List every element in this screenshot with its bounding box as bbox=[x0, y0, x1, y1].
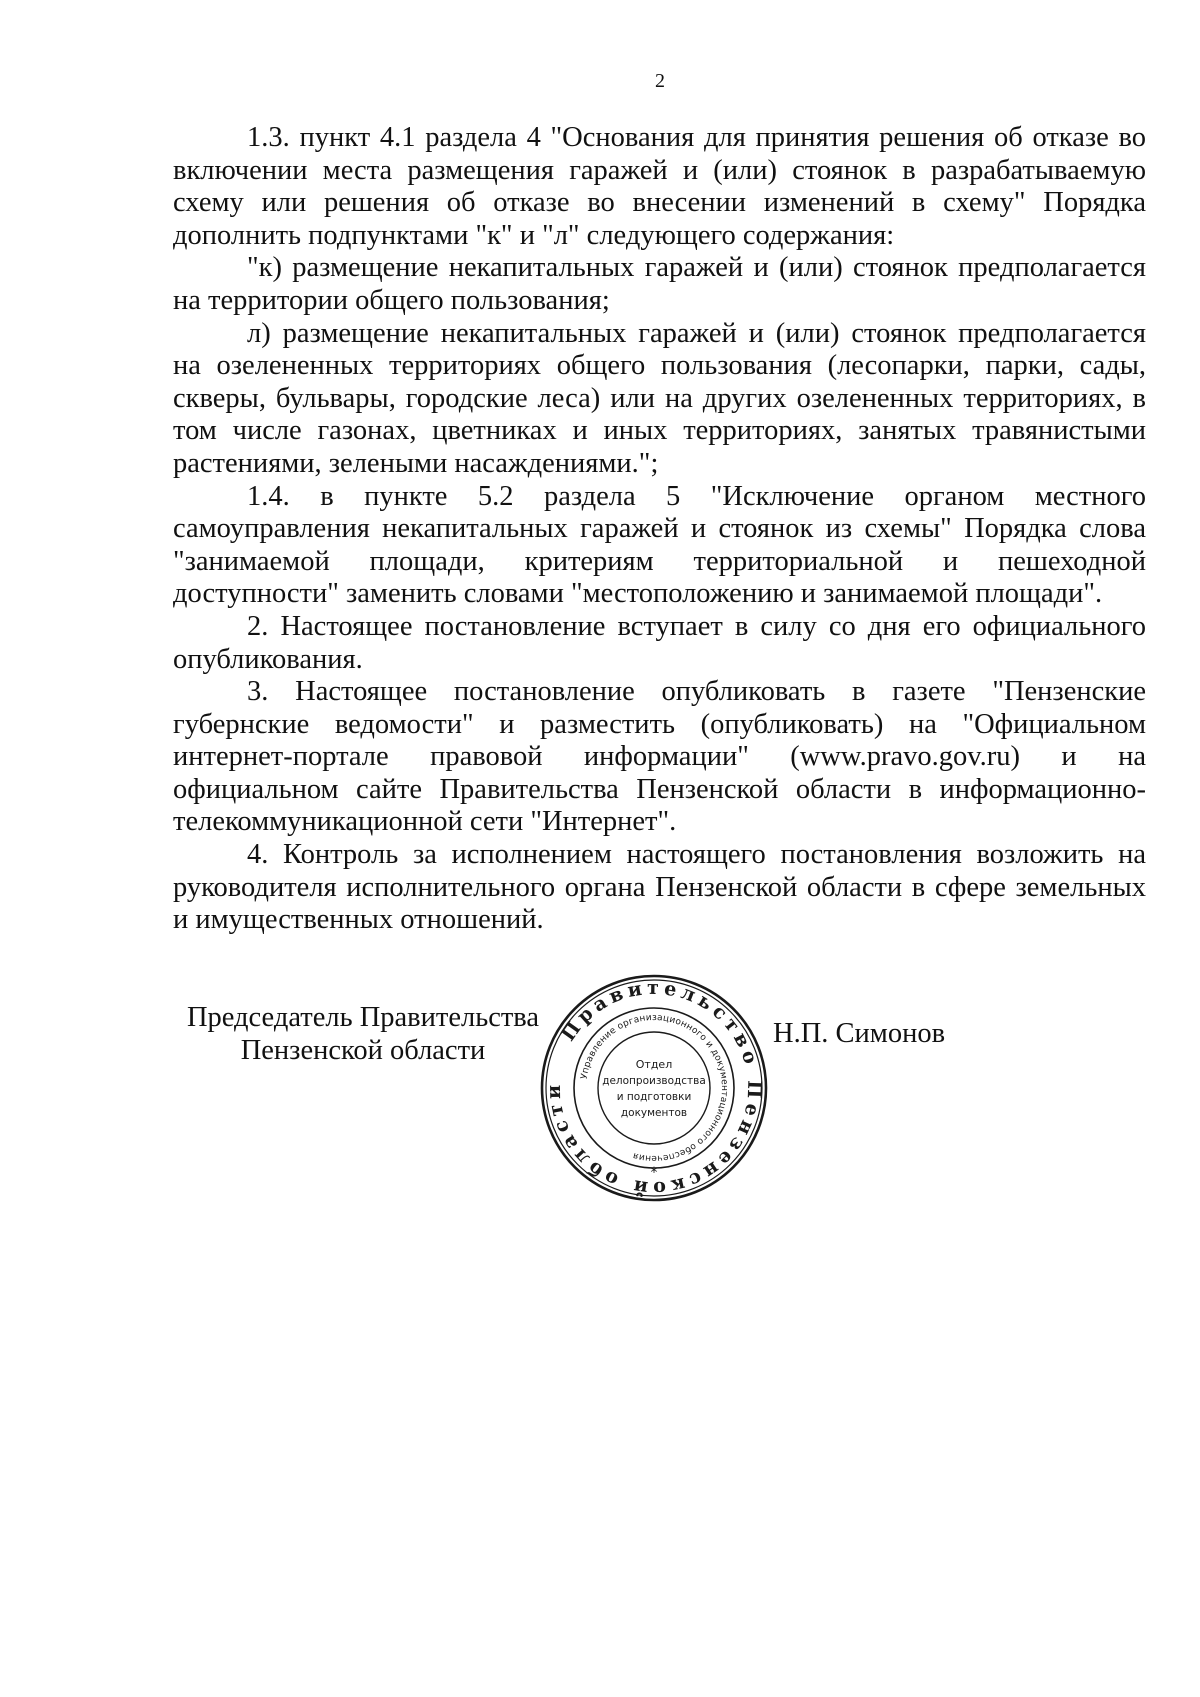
seal-inner-text-path: Управление организационного и документационного обеспечения bbox=[579, 1012, 730, 1164]
seal-star: * bbox=[650, 1165, 658, 1181]
seal-center-line-2: делопроизводства bbox=[602, 1075, 706, 1087]
page-number: 2 bbox=[655, 70, 665, 92]
seal-center-line-3: и подготовки bbox=[616, 1091, 692, 1103]
seal-inner-ring-text bbox=[580, 1013, 729, 1163]
document-body bbox=[173, 122, 1146, 937]
paragraph-1-4: 1.4. в пункте 5.2 раздела 5 "Исключение органом местного самоуправления некапитальных гаражей и стоянок из схемы" Порядка слова "занимаемой площади, критериям территориальной и пешеходной доступности" заменить словами "местоположению и занимаемой площади". bbox=[173, 480, 1146, 610]
paragraph-4: 4. Контроль за исполнением настоящего постановления возложить на руководителя исполнительного органа Пензенской области в сфере земельных и имущественных отношений. bbox=[173, 839, 1146, 936]
seal-inner-ring bbox=[598, 1032, 710, 1144]
official-seal bbox=[538, 972, 770, 1204]
signer-position-line-1: Председатель Правительства bbox=[186, 1002, 540, 1033]
paragraph-3: 3. Настоящее постановление опубликовать в газете "Пензенские губернские ведомости" и разместить (опубликовать) на "Официальном интернет-портале правовой информации" (www.pravo.gov.ru) и на официальном сайте Правительства Пензенской области в информационно-телекоммуникационной сети "Интернет". bbox=[173, 676, 1146, 838]
signer-position bbox=[183, 1001, 543, 1067]
seal-center-line-1: Отдел bbox=[635, 1058, 673, 1071]
paragraph-subitem-k: "к) размещение некапитальных гаражей и (или) стоянок предполагается на территории общего пользования; bbox=[173, 252, 1146, 316]
paragraph-1-3: 1.3. пункт 4.1 раздела 4 "Основания для принятия решения об отказе во включении места размещения гаражей и (или) стоянок в разрабатываемую схему или решения об отказе во внесении изменений в схему" Порядка дополнить подпунктами "к" и "л" следующего содержания: bbox=[173, 122, 1146, 251]
seal-center-line-4: документов bbox=[620, 1107, 688, 1119]
signer-position-line-2: Пензенской области bbox=[240, 1035, 486, 1066]
signature-block bbox=[173, 976, 1163, 1222]
paragraph-subitem-l: л) размещение некапитальных гаражей и (или) стоянок предполагается на озелененных территориях общего пользования (лесопарки, парки, сады, скверы, бульвары, городские леса) или на других озелененных территориях, в том числе газонах, цветниках и иных территориях, занятых травянистыми растениями, зелеными насаждениями."; bbox=[173, 317, 1146, 479]
signer-name: Н.П. Симонов bbox=[773, 1018, 946, 1049]
paragraph-2: 2. Настоящее постановление вступает в силу со дня его официального опубликования. bbox=[173, 610, 1146, 675]
seal-outer-text-path: Правительство Пензенской области bbox=[542, 976, 766, 1200]
